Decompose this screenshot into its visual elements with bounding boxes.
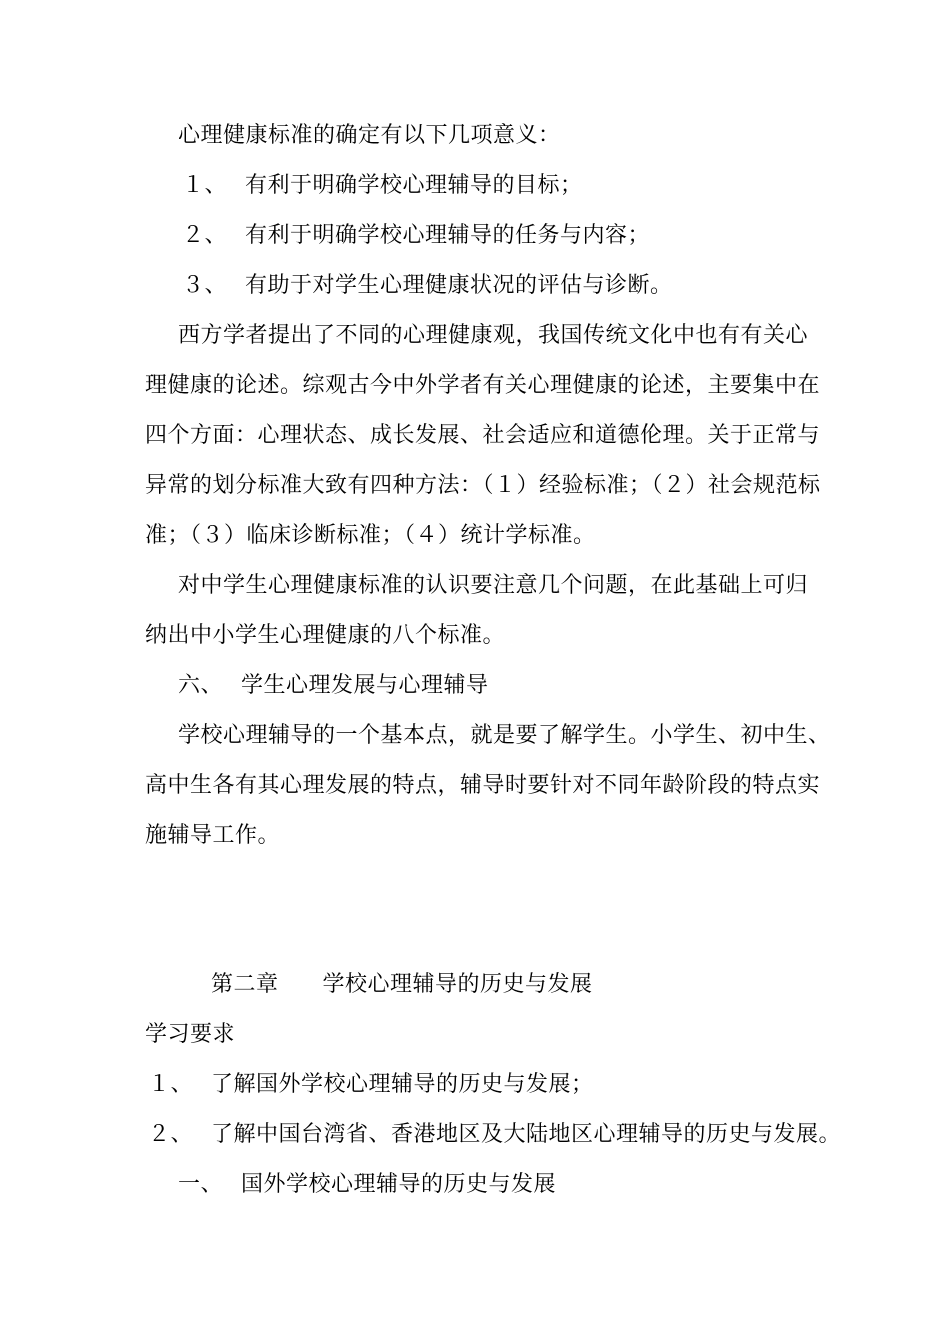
paragraph-line: 理健康的论述。综观古今中外学者有关心理健康的论述，主要集中在 [145,373,821,398]
section-intro: 心理健康标准的确定有以下几项意义： [178,123,561,148]
paragraph-line: 施辅导工作。 [145,823,281,848]
list-item-number: １、 [148,1072,194,1097]
section-heading [178,671,489,701]
list-item [148,1070,594,1100]
paragraph-line: 准；（３）临床诊断标准；（４）统计学标准。 [145,523,596,548]
heading-number: 一、 [178,1172,224,1197]
paragraph-line: 西方学者提出了不同的心理健康观，我国传统文化中也有有关心 [178,323,809,348]
list-item-text: 有利于明确学校心理辅导的任务与内容； [245,223,651,248]
heading-text: 学生心理发展与心理辅导 [241,673,489,698]
heading-number: 六、 [178,673,224,698]
list-item-text: 有利于明确学校心理辅导的目标； [245,173,583,198]
list-item-number: ２、 [148,1122,194,1147]
list-item-text: 了解国外学校心理辅导的历史与发展； [211,1072,594,1097]
paragraph-line: 高中生各有其心理发展的特点，辅导时要针对不同年龄阶段的特点实 [145,773,821,798]
list-item-text: 了解中国台湾省、香港地区及大陆地区心理辅导的历史与发展。 [211,1122,842,1147]
list-item-number: ２、 [182,223,228,248]
list-item [182,171,583,201]
paragraph-line: 学校心理辅导的一个基本点，就是要了解学生。小学生、初中生、 [178,723,831,748]
list-item-number: １、 [182,173,228,198]
paragraph-line: 纳出中小学生心理健康的八个标准。 [145,623,506,648]
paragraph-line: 四个方面：心理状态、成长发展、社会适应和道德伦理。关于正常与 [145,423,821,448]
list-item [182,271,673,301]
list-item-number: ３、 [182,273,228,298]
chapter-title: 学校心理辅导的历史与发展 [322,972,593,997]
list-item [182,221,650,251]
chapter-label: 第二章 [211,972,279,997]
heading-text: 国外学校心理辅导的历史与发展 [241,1172,557,1197]
paragraph-line: 异常的划分标准大致有四种方法：（１）经验标准；（２）社会规范标 [145,473,821,498]
section-heading [178,1170,556,1200]
chapter-heading [211,970,593,1000]
paragraph-line: 对中学生心理健康标准的认识要注意几个问题，在此基础上可归 [178,573,809,598]
list-item [148,1120,841,1150]
list-item-text: 有助于对学生心理健康状况的评估与诊断。 [245,273,673,298]
requirements-title: 学习要求 [145,1022,236,1047]
